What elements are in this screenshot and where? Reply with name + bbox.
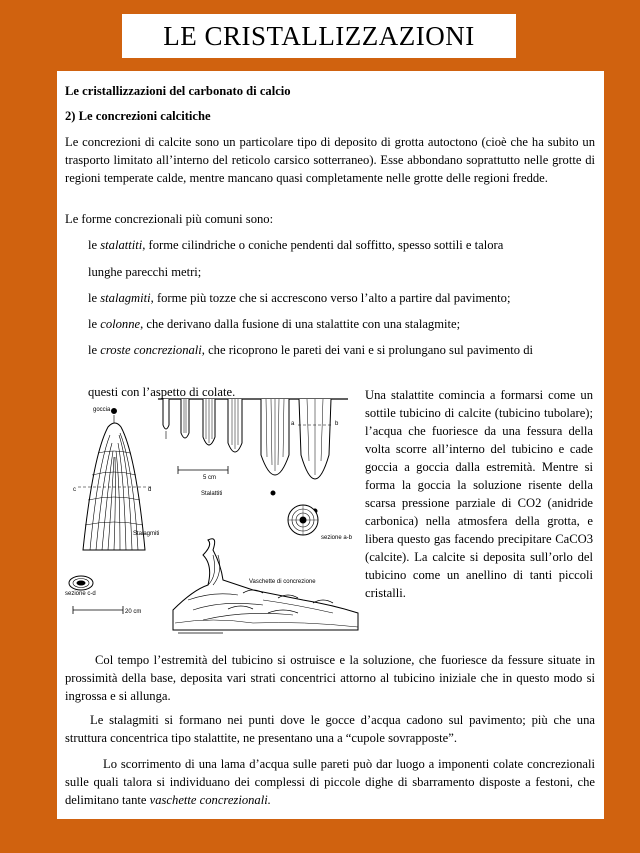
- label-goccia: goccia: [93, 407, 111, 413]
- label-vaschette: Vaschette di concrezione: [249, 579, 316, 585]
- intro-paragraph: Le concrezioni di calcite sono un particolare tipo di deposito di grotta autoctono (cioè che ha subito un trasporto limitato all’interno del reticolo carsico sotterraneo). Esse abbondano soprattutto nelle grotte di regioni temperate calde, mentre mancano quasi completamente nelle grotte delle regioni fredde.: [65, 135, 595, 185]
- label-c: c: [73, 487, 76, 493]
- section-ab-drawing: [288, 505, 318, 535]
- list-item-stalattiti: le stalattiti, forme cilindriche o coniche pendenti dal soffitto, spesso sottili e talora: [88, 238, 504, 252]
- list-item-croste-cont: questi con l’aspetto di colate.: [88, 385, 236, 399]
- section-subheading: 2) Le concrezioni calcitiche: [65, 109, 211, 123]
- term-colonne: colonne: [100, 317, 141, 331]
- label-stalattiti: Stalattiti: [201, 491, 223, 497]
- flow-paragraph: Lo scorrimento di una lama d’acqua sulle pareti può dar luogo a imponenti colate concrezionali sulle quali talora si individuano dei complessi di piccole dighe di sbarramento disposte a festoni, che delimitano tante vaschette concrezionali.: [65, 757, 595, 807]
- term-stalattiti: stalattiti: [100, 238, 143, 252]
- label-b: b: [335, 421, 339, 427]
- list-item-stalagmiti: le stalagmiti, forme più tozze che si accrescono verso l’alto a partire dal pavimento;: [88, 291, 511, 305]
- list-item-stalattiti-cont: lunghe parecchi metri;: [88, 265, 202, 279]
- section-cd-drawing: [69, 576, 93, 590]
- stalagmite-section-drawing: [78, 409, 151, 551]
- term-croste: croste concrezionali: [100, 343, 202, 357]
- title-box: [122, 14, 516, 58]
- label-sezione-cd: sezione c-d: [65, 591, 96, 597]
- page-title: LE CRISTALLIZZAZIONI: [163, 20, 475, 51]
- concretion-illustration: [63, 395, 363, 635]
- label-scale-5cm: 5 cm: [203, 475, 217, 481]
- term-stalagmiti: stalagmiti: [100, 291, 151, 305]
- stalagmites-paragraph: Le stalagmiti si formano nei punti dove le gocce d’acqua cadono sul pavimento; più che una struttura concentrica tipo stalattite, ne presentano una a “cupole sovrapposte”.: [65, 713, 595, 745]
- label-scale-20cm: 20 cm: [125, 609, 142, 615]
- label-d: d: [148, 487, 152, 493]
- stalactite-formation-text: Una stalattite comincia a formarsi come un sottile tubicino di calcite (tubicino tubolare); l’acqua che fuoriesce da una fessura della volta scorre all’interno del tubicino e cade goccia a goccia dalla estremità. Mentre si forma la goccia la soluzione risente della scarsa pressione parziale di CO2 (anidride carbonica) nella atmosfera della grotta, e libera questo gas facendo precipitare CaCO3 (calcite). La calcite si deposita sull’orlo del tubicino come un anellino di tanti piccoli cristalli.: [365, 388, 593, 600]
- term-vaschette: vaschette concrezionali.: [149, 793, 271, 807]
- stalactites-drawing: [158, 399, 348, 513]
- label-a: a: [291, 421, 295, 427]
- label-stalagmiti: Stalagmiti: [133, 531, 160, 537]
- list-item-croste: le croste concrezionali, che ricoprono le pareti dei vani e si prolungano sul pavimento di: [88, 343, 533, 357]
- list-item-colonne: le colonne, che derivano dalla fusione di una stalattite con una stalagmite;: [88, 317, 461, 331]
- tip-paragraph: Col tempo l’estremità del tubicino si ostruisce e la soluzione, che fuoriesce da fessure situate in prossimità della base, deposita vari strati concentrici attorno al tubicino iniziale che in questo modo si ingrossa e si allunga.: [65, 653, 595, 703]
- label-sezione-ab: sezione a-b: [321, 535, 353, 541]
- section-heading: Le cristallizzazioni del carbonato di calcio: [65, 84, 291, 98]
- forms-intro: Le forme concrezionali più comuni sono:: [65, 212, 274, 226]
